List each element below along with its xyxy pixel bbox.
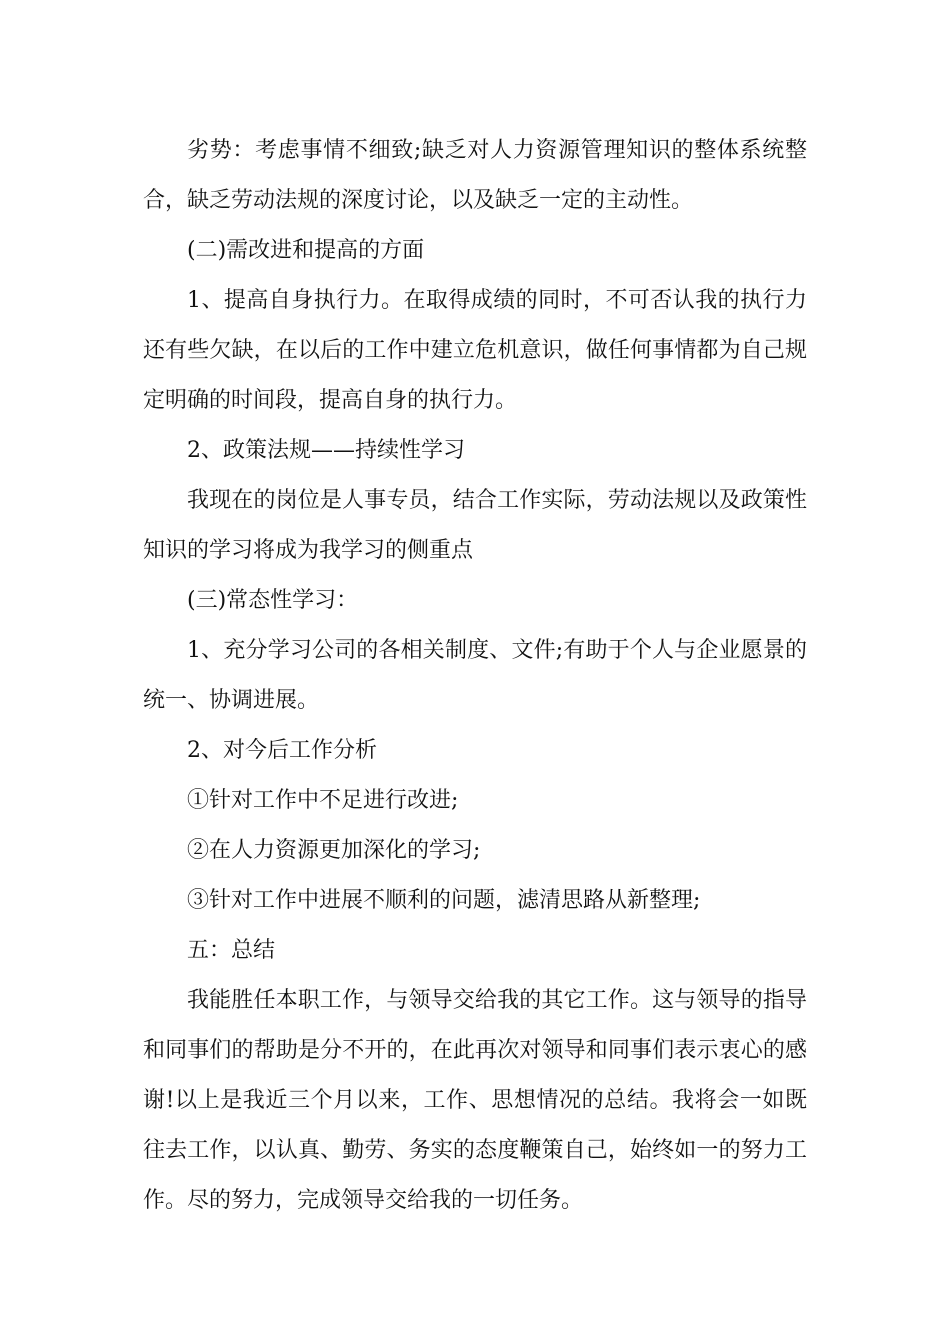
heading-future-work: 2、对今后工作分析 <box>187 738 377 763</box>
document-body <box>143 126 807 1226</box>
heading-regular-study: (三)常态性学习： <box>187 588 359 613</box>
heading-summary: 五：总结 <box>187 938 276 963</box>
list-item-reorganize: ③针对工作中进展不顺利的问题，滤清思路从新整理; <box>187 888 701 913</box>
list-item-hr-study: ②在人力资源更加深化的学习; <box>187 838 481 863</box>
paragraph-weaknesses: 劣势：考虑事情不细致;缺乏对人力资源管理知识的整体系统整合，缺乏劳动法规的深度讨论，以及缺乏一定的主动性。 <box>143 138 807 213</box>
paragraph-execution: 1、提高自身执行力。在取得成绩的同时，不可否认我的执行力还有些欠缺，在以后的工作中建立危机意识，做任何事情都为自己规定明确的时间段，提高自身的执行力。 <box>143 288 807 413</box>
heading-policy-study: 2、政策法规——持续性学习 <box>187 438 465 463</box>
heading-improvements: (二)需改进和提高的方面 <box>187 238 425 263</box>
paragraph-policy-study: 我现在的岗位是人事专员，结合工作实际，劳动法规以及政策性知识的学习将成为我学习的侧重点 <box>143 488 807 563</box>
paragraph-company-rules: 1、充分学习公司的各相关制度、文件;有助于个人与企业愿景的统一、协调进展。 <box>143 638 807 713</box>
list-item-improve: ①针对工作中不足进行改进; <box>187 788 459 813</box>
paragraph-summary: 我能胜任本职工作，与领导交给我的其它工作。这与领导的指导和同事们的帮助是分不开的，在此再次对领导和同事们表示衷心的感谢!以上是我近三个月以来，工作、思想情况的总结。我将会一如既往去工作，以认真、勤劳、务实的态度鞭策自己，始终如一的努力工作。尽的努力，完成领导交给我的一切任务。 <box>143 988 807 1213</box>
